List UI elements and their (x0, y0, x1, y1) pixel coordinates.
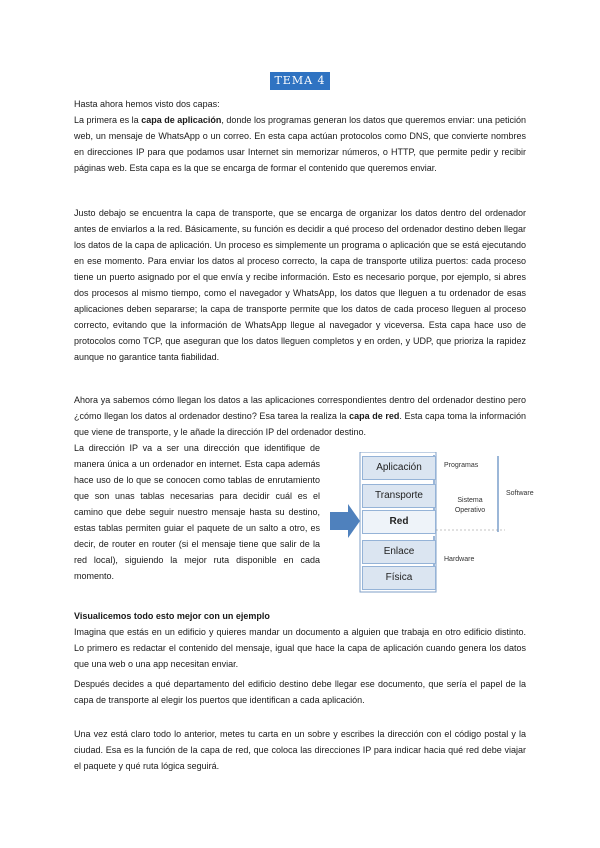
example-paragraph-2: Después decides a qué departamento del edificio destino debe llegar ese documento, que sería el papel de la capa de transporte al elegir los puertos que identifican a cada aplicación. (74, 679, 526, 705)
transport-paragraph: Justo debajo se encuentra la capa de transporte, que se encarga de organizar los datos dentro del ordenador antes de enviarlos a la red. Básicamente, su función es decidir a qué proceso del ordenador destino deben llegar los datos de la capa de aplicación. Un proceso es simplemente un programa o aplicación que se está ejecutando en ese momento. Para enviar los datos al proceso correcto, la capa de transporte utiliza puertos: cada proceso tiene un puerto asignado por el que envía y recibe información. Esto es necesario porque, por ejemplo, si abres dos procesos al mismo tiempo, como el navegador y WhatsApp, los datos que lleguen a tu ordenador de esas aplicaciones deben separarse; la capa de transporte permite que los datos de cada proceso lleguen al proceso correcto, evitando que la información de WhatsApp llegue al navegador y viceversa. Esta capa hace uso de protocolos como TCP, que aseguran que los datos lleguen completos y en orden, y UDP, que prioriza la rapidez aunque no garantice tanta fiabilidad. (74, 208, 526, 362)
label-software: Software (506, 490, 534, 497)
network-paragraph (74, 392, 526, 440)
layer-aplicacion: Aplicación (362, 456, 436, 480)
example-paragraph-1: Imagina que estás en un edificio y quieres mandar un documento a alguien que trabaja en otro edificio distinto. Lo primero es redactar el contenido del mensaje, igual que hace la capa de aplicación cuando genera los datos que una web o una app necesitan enviar. (74, 627, 526, 669)
example-paragraph-3: Una vez está claro todo lo anterior, metes tu carta en un sobre y escribes la dirección con el código postal y la ciudad. Esa es la función de la capa de red, que coloca las direcciones IP para indicar hacia qué red debe viajar el paquete y qué ruta lógica seguirá. (74, 729, 526, 771)
page-title: TEMA 4 (270, 72, 330, 90)
app-layer-text-post: , donde los programas generan los datos que queremos enviar: una petición web, un mensaje de WhatsApp o un correo. En esta capa actúan protocolos como DNS, que convierte nombres en direcciones IP para que podamos usar Internet sin memorizar números, o HTTP, que permite pedir y recibir páginas web. Esta capa es la que se encarga de formar el contenido que queremos enviar. (74, 115, 526, 173)
layers-diagram (330, 452, 570, 602)
network-text-post: . Esta capa toma la información que viene de transporte, y le añade la dirección IP del ordenador destino. (74, 411, 526, 437)
arrow-icon (330, 504, 360, 538)
network-term: capa de red (349, 411, 400, 421)
layer-red: Red (362, 510, 436, 534)
network-text-pre: Ahora ya sabemos cómo llegan los datos a las aplicaciones correspondientes dentro del ordenador destino pero ¿cómo llegan los datos al ordenador destino? Esa tarea la realiza la (74, 395, 526, 421)
layer-transporte: Transporte (362, 484, 436, 508)
label-sistema-operativo: Sistema Operativo (454, 497, 486, 514)
example-heading: Visualicemos todo esto mejor con un ejemplo (74, 611, 270, 621)
layer-fisica: Física (362, 566, 436, 590)
intro-paragraph (74, 96, 526, 176)
app-layer-text-pre: La primera es la (74, 115, 142, 125)
label-programas: Programas (444, 462, 479, 469)
label-hardware: Hardware (444, 556, 475, 563)
app-layer-term: capa de aplicación (141, 115, 222, 125)
layer-enlace: Enlace (362, 540, 436, 564)
ip-paragraph: La dirección IP va a ser una dirección que identifique de manera única a un ordenador en internet. Esta capa además hace uso de lo que se conocen como tablas de enrutamiento que son unas tablas necesarias para decidir cuál es el camino que debe seguir nuestro mensaje hasta su destino, estas tablas permiten guiar el paquete de un salto a otro, es decir, de router en router (si el mensaje tiene que salir de la red local), siguiendo la mejor ruta disponible en cada momento. (74, 443, 320, 581)
intro-line: Hasta ahora hemos visto dos capas: (74, 99, 220, 109)
